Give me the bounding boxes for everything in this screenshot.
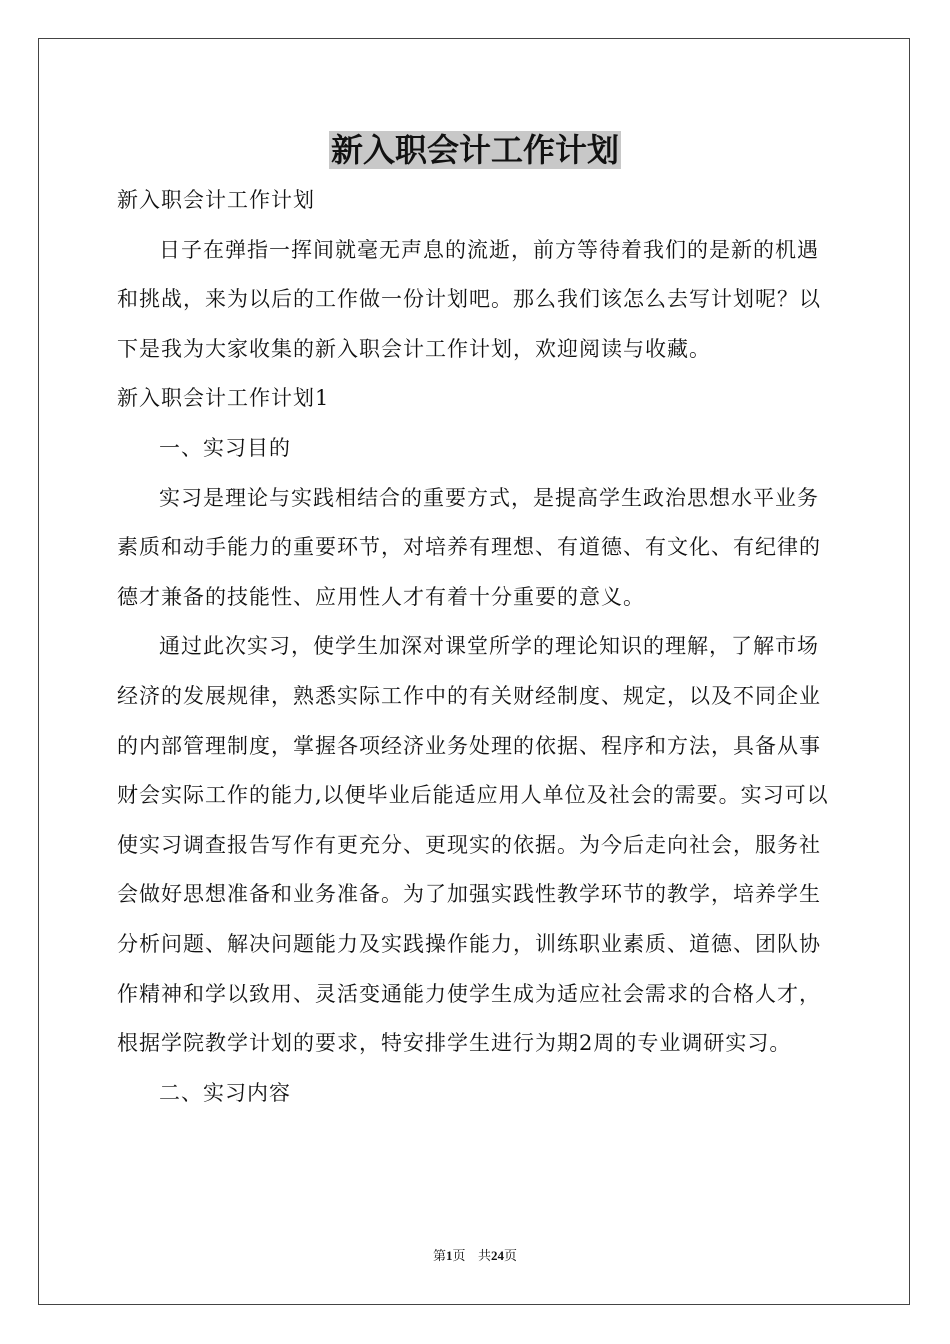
page-current: 1 [446,1248,453,1263]
page-footer [0,1245,950,1264]
heading-purpose: 一、实习目的 [159,435,291,460]
purpose-paragraph: 实习是理论与实践相结合的重要方式，是提高学生政治思想水平业务素质和动手能力的重要环节，对培养有理想、有道德、有文化、有纪律的德才兼备的技能性、应用性人才有着十分重要的意义。 [117,485,821,609]
page-prefix: 第 [433,1249,447,1264]
section-title: 新入职会计工作计划1 [117,386,330,411]
heading-content: 二、实习内容 [159,1080,291,1105]
goals-paragraph: 通过此次实习，使学生加深对课堂所学的理论知识的理解，了解市场经济的发展规律，熟悉实际工作中的有关财经制度、规定，以及不同企业的内部管理制度，掌握各项经济业务处理的依据、程序和方法，具备从事财会实际工作的能力,以便毕业后能适应用人单位及社会的需要。实习可以使实习调查报告写作有更充分、更现实的依据。为今后走向社会，服务社会做好思想准备和业务准备。为了加强实践性教学环节的教学，培养学生分析问题、解决问题能力及实践操作能力，训练职业素质、道德、团队协作精神和学以致用、灵活变通能力使学生成为适应社会需求的合格人才，根据学院教学计划的要求，特安排学生进行为期2周的专业调研实习。 [117,634,829,1056]
document-title [0,122,950,178]
page-unit: 页 [452,1249,466,1264]
total-prefix: 共 [477,1249,491,1264]
title-text: 新入职会计工作计划 [330,131,619,169]
page-total: 24 [490,1248,504,1263]
intro-paragraph: 日子在弹指一挥间就毫无声息的流逝，前方等待着我们的是新的机遇和挑战，来为以后的工作做一份计划吧。那么我们该怎么去写计划呢？以下是我为大家收集的新入职会计工作计划，欢迎阅读与收藏。 [117,237,821,361]
total-unit: 页 [503,1249,517,1264]
document-body [117,176,837,1118]
subtitle: 新入职会计工作计划 [117,188,315,212]
